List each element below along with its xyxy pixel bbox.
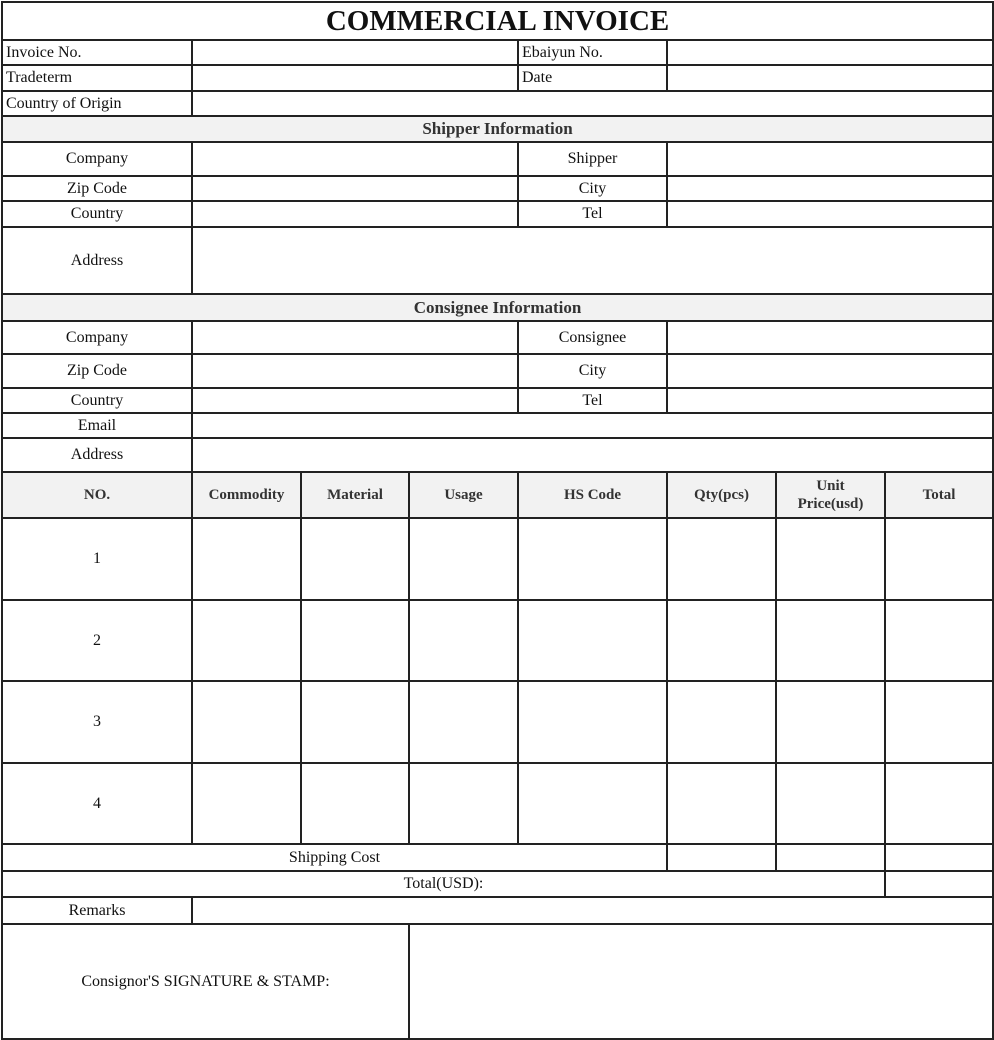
item-unit-price-input[interactable]	[780, 713, 881, 731]
consignee-name-field[interactable]	[667, 321, 993, 354]
item-material-input[interactable]	[305, 550, 405, 568]
item-usage-cell[interactable]	[409, 763, 518, 844]
item-qty-cell[interactable]	[667, 763, 776, 844]
shipper-city-field[interactable]	[667, 176, 993, 201]
total-usd-cell[interactable]	[885, 871, 993, 897]
item-hs-code-cell[interactable]	[518, 600, 667, 681]
unit-price-line1: Unit	[816, 478, 845, 494]
shipper-name-field[interactable]	[667, 142, 993, 176]
country-of-origin-label: Country of Origin	[2, 91, 192, 116]
shipper-country-field[interactable]	[192, 201, 518, 227]
column-header-unit-price	[776, 472, 885, 518]
table-row	[2, 681, 993, 763]
item-commodity-input[interactable]	[196, 550, 297, 568]
item-total-cell[interactable]	[885, 763, 993, 844]
total-usd-input[interactable]	[889, 875, 989, 893]
consignee-company-label: Company	[2, 321, 192, 354]
consignee-city-input[interactable]	[671, 362, 989, 380]
signature-label: Consignor'S SIGNATURE & STAMP:	[2, 924, 409, 1039]
consignee-tel-input[interactable]	[671, 392, 989, 410]
consignee-address-field[interactable]	[192, 438, 993, 472]
country-of-origin-field[interactable]	[192, 91, 993, 116]
consignee-country-label: Country	[2, 388, 192, 413]
consignee-tel-label: Tel	[518, 388, 667, 413]
shipper-city-label: City	[518, 176, 667, 201]
consignee-tel-field[interactable]	[667, 388, 993, 413]
column-header-no: NO.	[2, 472, 192, 518]
item-qty-input[interactable]	[671, 795, 772, 813]
total-usd-label: Total(USD):	[2, 871, 885, 897]
item-total-cell[interactable]	[885, 518, 993, 600]
consignee-address-input[interactable]	[196, 446, 989, 464]
column-header-hs-code: HS Code	[518, 472, 667, 518]
consignee-company-input[interactable]	[196, 329, 514, 347]
item-unit-price-cell[interactable]	[776, 763, 885, 844]
item-total-input[interactable]	[889, 795, 989, 813]
item-qty-cell[interactable]	[667, 600, 776, 681]
item-unit-price-cell[interactable]	[776, 681, 885, 763]
consignee-zip-input[interactable]	[196, 362, 514, 380]
item-commodity-cell[interactable]	[192, 600, 301, 681]
shipping-cost-unit-price-cell[interactable]	[776, 844, 885, 871]
shipper-city-input[interactable]	[671, 180, 989, 198]
item-unit-price-input[interactable]	[780, 550, 881, 568]
item-total-input[interactable]	[889, 632, 989, 650]
consignee-address-label: Address	[2, 438, 192, 472]
tradeterm-field[interactable]	[192, 65, 518, 91]
item-qty-input[interactable]	[671, 632, 772, 650]
item-qty-input[interactable]	[671, 713, 772, 731]
tradeterm-input[interactable]	[196, 69, 514, 87]
item-material-cell[interactable]	[301, 518, 409, 600]
item-usage-input[interactable]	[413, 713, 514, 731]
item-unit-price-input[interactable]	[780, 632, 881, 650]
consignee-city-label: City	[518, 354, 667, 388]
item-commodity-input[interactable]	[196, 632, 297, 650]
consignee-email-input[interactable]	[196, 417, 989, 435]
table-row	[2, 600, 993, 681]
shipper-zip-label: Zip Code	[2, 176, 192, 201]
item-commodity-input[interactable]	[196, 795, 297, 813]
date-field[interactable]	[667, 65, 993, 91]
item-usage-input[interactable]	[413, 550, 514, 568]
item-no: 3	[2, 681, 192, 763]
column-header-total: Total	[885, 472, 993, 518]
shipping-cost-unit-price-input[interactable]	[780, 849, 881, 867]
item-usage-cell[interactable]	[409, 681, 518, 763]
item-unit-price-input[interactable]	[780, 795, 881, 813]
consignee-name-label: Consignee	[518, 321, 667, 354]
consignee-email-field[interactable]	[192, 413, 993, 438]
item-qty-cell[interactable]	[667, 518, 776, 600]
column-header-commodity: Commodity	[192, 472, 301, 518]
item-material-cell[interactable]	[301, 763, 409, 844]
shipper-company-field[interactable]	[192, 142, 518, 176]
shipping-cost-qty-cell[interactable]	[667, 844, 776, 871]
consignee-zip-label: Zip Code	[2, 354, 192, 388]
item-usage-input[interactable]	[413, 632, 514, 650]
shipper-address-field[interactable]	[192, 227, 993, 294]
invoice-no-field[interactable]	[192, 40, 518, 65]
consignee-zip-field[interactable]	[192, 354, 518, 388]
column-header-usage: Usage	[409, 472, 518, 518]
item-material-input[interactable]	[305, 632, 405, 650]
consignee-city-field[interactable]	[667, 354, 993, 388]
item-material-cell[interactable]	[301, 600, 409, 681]
item-hs-code-cell[interactable]	[518, 763, 667, 844]
ebaiyun-no-field[interactable]	[667, 40, 993, 65]
item-commodity-cell[interactable]	[192, 763, 301, 844]
shipper-company-input[interactable]	[196, 150, 514, 168]
item-hs-code-input[interactable]	[522, 795, 663, 813]
consignee-name-input[interactable]	[671, 329, 989, 347]
shipper-address-input[interactable]	[196, 252, 989, 270]
item-unit-price-cell[interactable]	[776, 518, 885, 600]
item-material-cell[interactable]	[301, 681, 409, 763]
item-hs-code-cell[interactable]	[518, 518, 667, 600]
item-commodity-cell[interactable]	[192, 681, 301, 763]
item-hs-code-input[interactable]	[522, 632, 663, 650]
shipper-name-label: Shipper	[518, 142, 667, 176]
signature-input[interactable]	[413, 973, 989, 991]
invoice-no-input[interactable]	[196, 44, 514, 62]
item-commodity-cell[interactable]	[192, 518, 301, 600]
shipper-name-input[interactable]	[671, 150, 989, 168]
unit-price-line2: Price(usd)	[797, 496, 864, 512]
signature-stamp-area[interactable]	[409, 924, 993, 1039]
shipper-tel-label: Tel	[518, 201, 667, 227]
item-hs-code-cell[interactable]	[518, 681, 667, 763]
shipping-cost-total-cell[interactable]	[885, 844, 993, 871]
item-hs-code-input[interactable]	[522, 713, 663, 731]
item-total-cell[interactable]	[885, 600, 993, 681]
shipper-tel-input[interactable]	[671, 205, 989, 223]
page-title: COMMERCIAL INVOICE	[2, 2, 993, 40]
item-hs-code-input[interactable]	[522, 550, 663, 568]
commercial-invoice-form	[1, 1, 994, 1040]
ebaiyun-no-input[interactable]	[671, 44, 989, 62]
item-material-input[interactable]	[305, 795, 405, 813]
date-label: Date	[518, 65, 667, 91]
consignee-company-field[interactable]	[192, 321, 518, 354]
consignee-country-field[interactable]	[192, 388, 518, 413]
shipper-zip-field[interactable]	[192, 176, 518, 201]
shipper-company-label: Company	[2, 142, 192, 176]
tradeterm-label: Tradeterm	[2, 65, 192, 91]
item-qty-cell[interactable]	[667, 681, 776, 763]
shipper-country-input[interactable]	[196, 205, 514, 223]
item-no: 1	[2, 518, 192, 600]
consignee-country-input[interactable]	[196, 392, 514, 410]
item-usage-cell[interactable]	[409, 600, 518, 681]
consignee-section-header: Consignee Information	[2, 294, 993, 321]
shipper-zip-input[interactable]	[196, 180, 514, 198]
table-row	[2, 518, 993, 600]
item-unit-price-cell[interactable]	[776, 600, 885, 681]
item-usage-input[interactable]	[413, 795, 514, 813]
invoice-no-label: Invoice No.	[2, 40, 192, 65]
date-input[interactable]	[671, 69, 989, 87]
remarks-label: Remarks	[2, 897, 192, 924]
shipping-cost-label: Shipping Cost	[2, 844, 667, 871]
consignee-email-label: Email	[2, 413, 192, 438]
ebaiyun-no-label: Ebaiyun No.	[518, 40, 667, 65]
table-row	[2, 763, 993, 844]
item-usage-cell[interactable]	[409, 518, 518, 600]
column-header-qty: Qty(pcs)	[667, 472, 776, 518]
shipping-cost-total-input[interactable]	[889, 849, 989, 867]
item-total-input[interactable]	[889, 550, 989, 568]
column-header-material: Material	[301, 472, 409, 518]
item-total-cell[interactable]	[885, 681, 993, 763]
shipping-cost-qty-input[interactable]	[671, 849, 772, 867]
shipper-tel-field[interactable]	[667, 201, 993, 227]
item-material-input[interactable]	[305, 713, 405, 731]
item-commodity-input[interactable]	[196, 713, 297, 731]
item-no: 2	[2, 600, 192, 681]
item-total-input[interactable]	[889, 713, 989, 731]
country-of-origin-input[interactable]	[196, 95, 989, 113]
shipper-section-header: Shipper Information	[2, 116, 993, 142]
remarks-field[interactable]	[192, 897, 993, 924]
item-qty-input[interactable]	[671, 550, 772, 568]
remarks-input[interactable]	[196, 902, 989, 920]
shipper-address-label: Address	[2, 227, 192, 294]
item-no: 4	[2, 763, 192, 844]
shipper-country-label: Country	[2, 201, 192, 227]
